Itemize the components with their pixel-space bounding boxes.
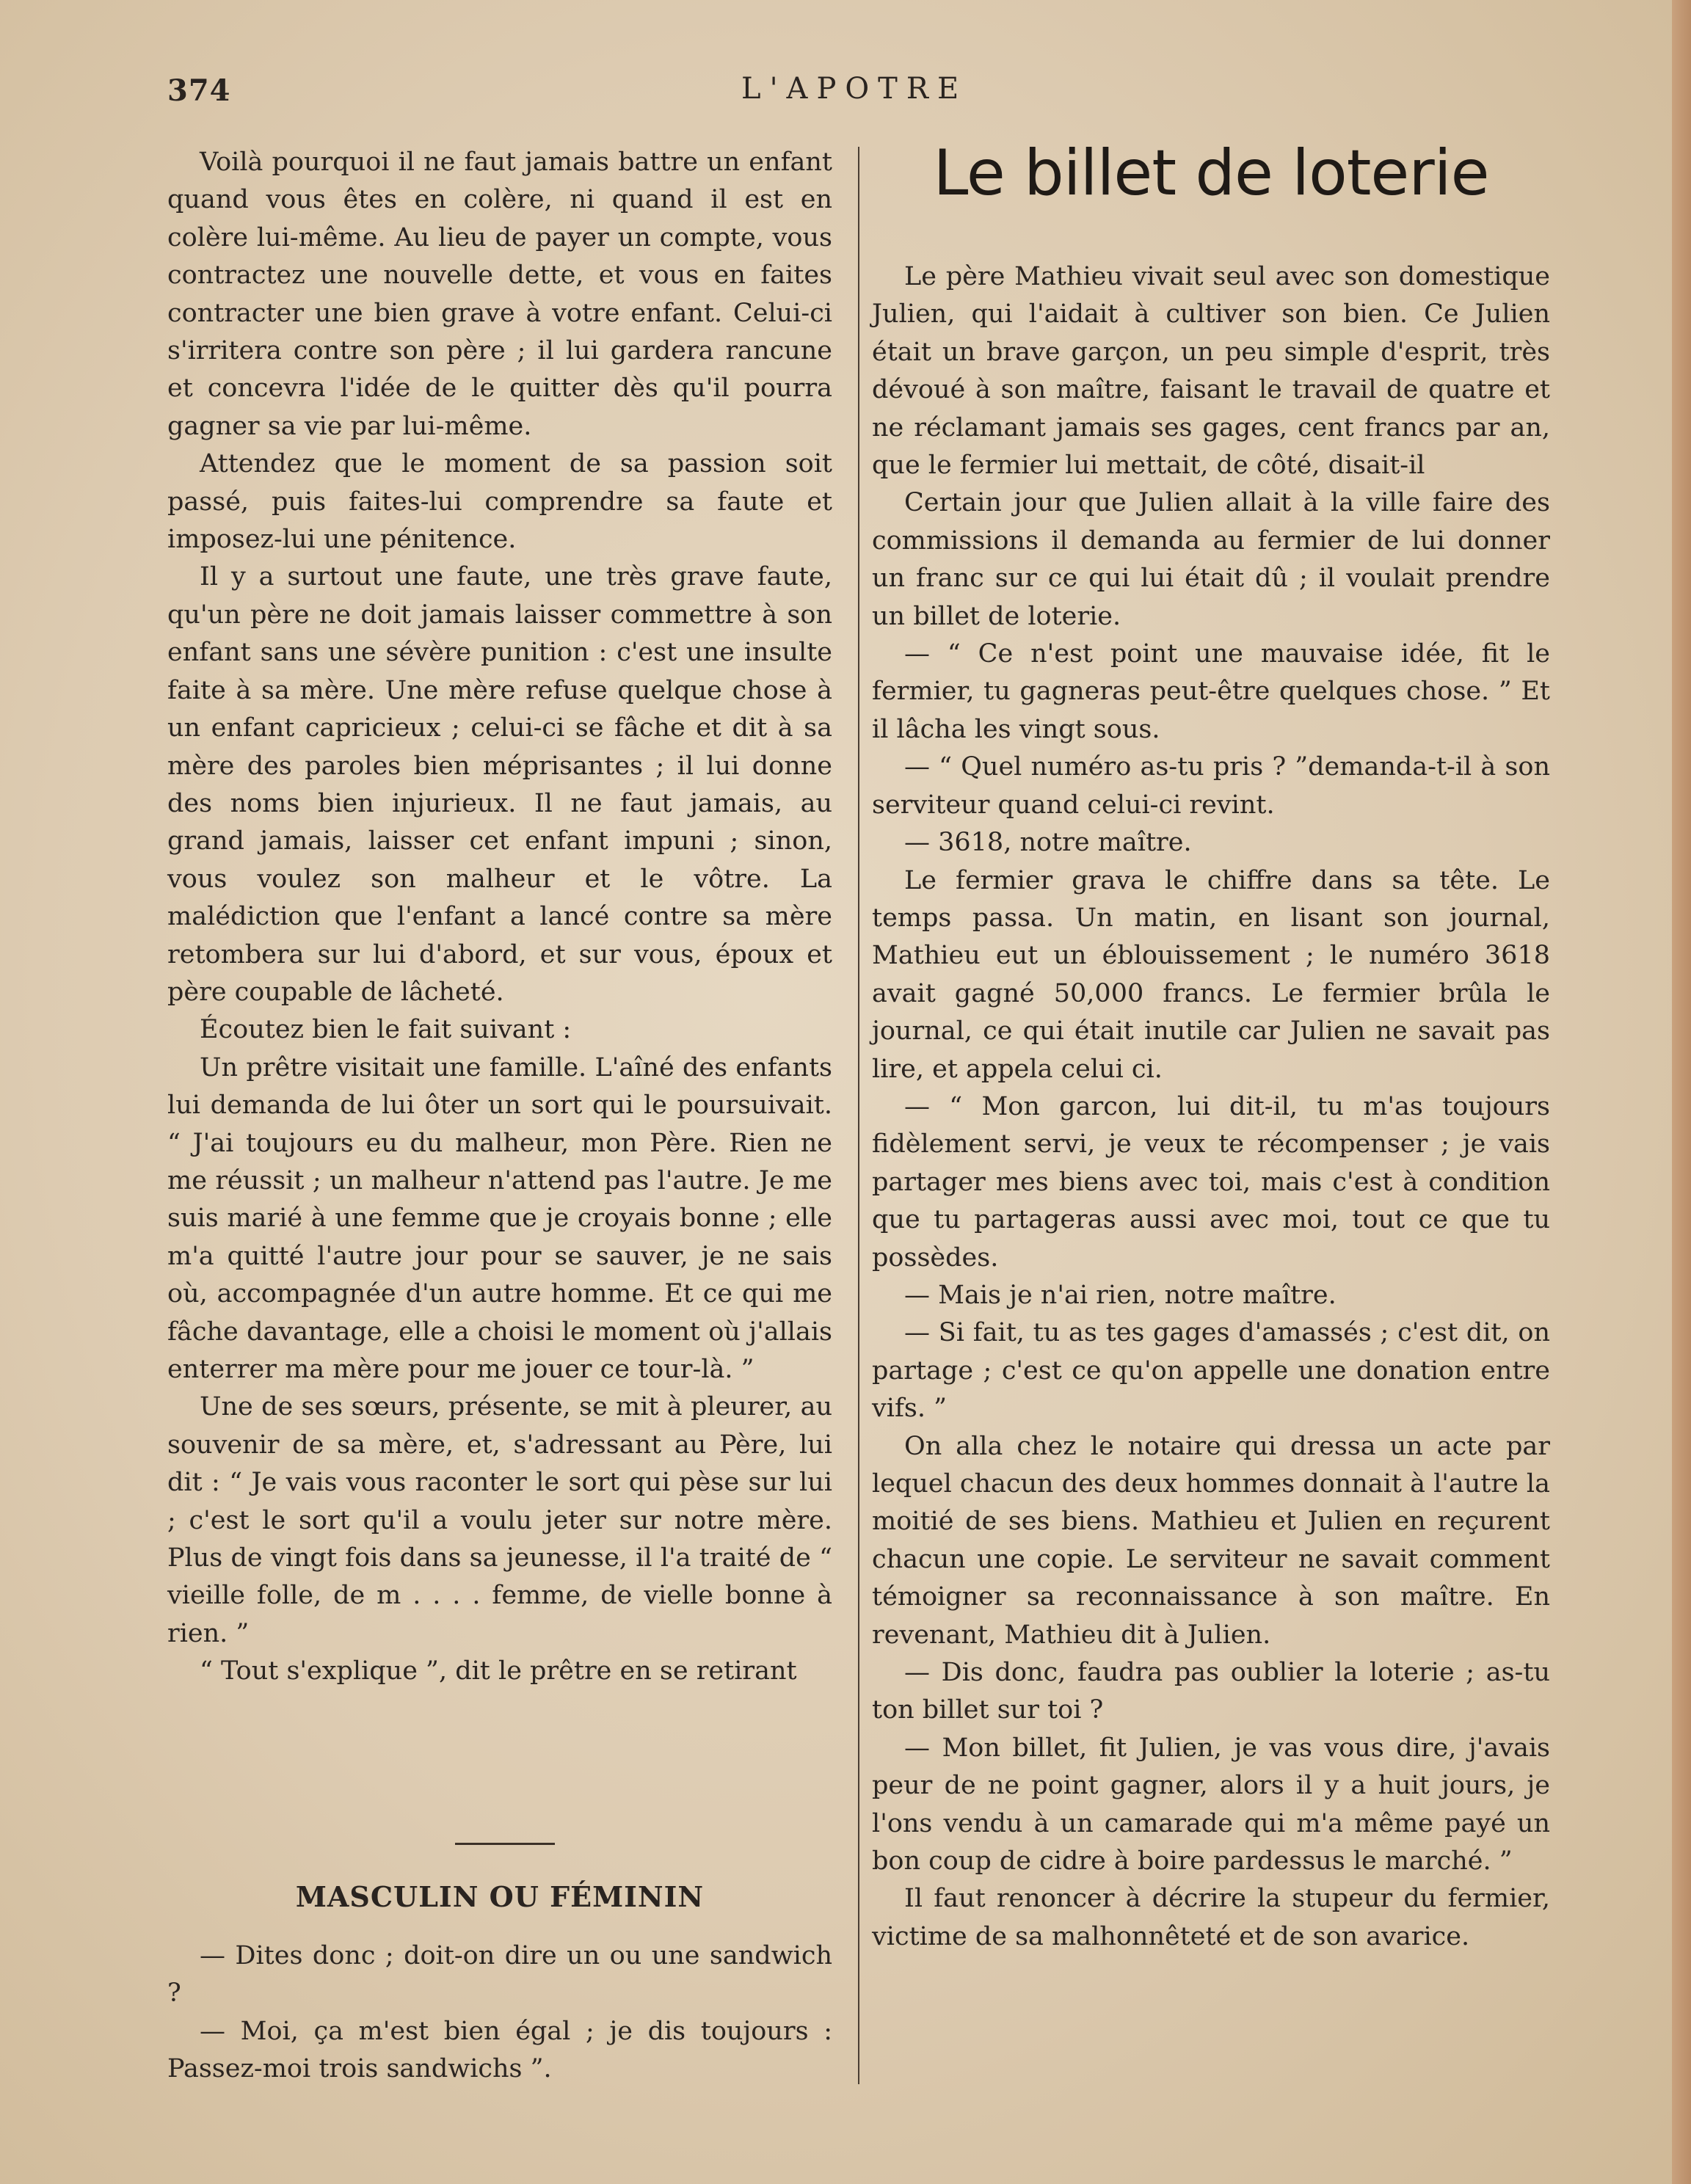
left-paragraph: Attendez que le moment de sa passion soit passé, puis faites-lui comprendre sa faute et imposez-lui une pénitence.	[167, 449, 832, 555]
left-paragraph: Voilà pourquoi il ne faut jamais battre un enfant quand vous êtes en colère, ni quand il est en colère lui-même. Au lieu de payer un compte, vous contractez une nouvelle dette, et vous en faites contracter une bien grave à votre enfant. Celui-ci s'irritera contre son père ; il lui gardera rancune et concevra l'idée de le quitter dès qu'il pourra gagner sa vie par lui-même.	[167, 148, 832, 441]
article-paragraph: On alla chez le notaire qui dressa un acte par lequel chacun des deux hommes donnait à l'autre la moitié de ses biens. Mathieu et Julien en reçurent chacun une copie. Le serviteur ne savait comment témoigner sa reconnaissance à son maître. En revenant, Mathieu dit à Julien.	[872, 1431, 1550, 1650]
article-paragraph: — 3618, notre maître.	[904, 828, 1192, 858]
right-column	[872, 258, 1550, 1956]
article-title: Le billet de loterie	[933, 136, 1489, 210]
column-divider	[858, 147, 859, 2084]
left-column	[167, 144, 832, 1691]
section-paragraph: — Moi, ça m'est bien égal ; je dis toujours : Passez-moi trois sandwichs ”.	[167, 2016, 832, 2084]
left-paragraph: Une de ses sœurs, présente, se mit à pleurer, au souvenir de sa mère, et, s'adressant au Père, lui dit : “ Je vais vous raconter le sort qui pèse sur lui ; c'est le sort qu'il a voulu jeter sur notre mère. Plus de vingt fois dans sa jeunesse, il l'a traité de “ vieille folle, de m . . . . femme, de vielle bonne à rien. ”	[167, 1392, 832, 1648]
article-paragraph: Il faut renoncer à décrire la stupeur du fermier, victime de sa malhonnêteté et de son avarice.	[872, 1884, 1550, 1951]
article-paragraph: Certain jour que Julien allait à la ville faire des commissions il demanda au fermier de lui donner un franc sur ce qui lui était dû ; il voulait prendre un billet de loterie.	[872, 488, 1550, 631]
article-paragraph: — Mon billet, fit Julien, je vas vous dire, j'avais peur de ne point gagner, alors il y a huit jours, je l'ons vendu à un camarade qui m'a même payé un bon coup de cidre à boire pardessus le marché. ”	[872, 1733, 1550, 1877]
article-paragraph: — Dis donc, faudra pas oublier la loterie ; as-tu ton billet sur toi ?	[872, 1658, 1550, 1725]
section-body	[167, 1937, 832, 2089]
page-edge	[1672, 0, 1691, 2184]
article-paragraph: — “ Ce n'est point une mauvaise idée, fit le fermier, tu gagneras peut-être quelques chose. ” Et il lâcha les vingt sous.	[872, 639, 1550, 744]
article-paragraph: — Mais je n'ai rien, notre maître.	[904, 1280, 1337, 1310]
section-paragraph: — Dites donc ; doit-on dire un ou une sandwich ?	[167, 1941, 832, 2009]
article-paragraph: Le père Mathieu vivait seul avec son domestique Julien, qui l'aidait à cultiver son bien. Ce Julien était un brave garçon, un peu simple d'esprit, très dévoué à son maître, faisant le travail de quatre et ne réclamant jamais ses gages, cent francs par an, que le fermier lui mettait, de côté, disait-il	[872, 262, 1550, 481]
left-paragraph: “ Tout s'explique ”, dit le prêtre en se retirant	[200, 1656, 797, 1686]
article-paragraph: — “ Quel numéro as-tu pris ? ”demanda-t-il à son serviteur quand celui-ci revint.	[872, 752, 1550, 820]
left-paragraph: Un prêtre visitait une famille. L'aîné des enfants lui demanda de lui ôter un sort qui le poursuivait. “ J'ai toujours eu du malheur, mon Père. Rien ne me réussit ; un malheur n'attend pas l'autre. Je me suis marié à une femme que je croyais bonne ; elle m'a quitté l'autre jour pour se sauver, je ne sais où, accompagnée d'un autre homme. Et ce qui me fâche davantage, elle a choisi le moment où j'allais enterrer ma mère pour me jouer ce tour-là. ”	[167, 1052, 832, 1384]
left-paragraph: Il y a surtout une faute, une très grave faute, qu'un père ne doit jamais laisser commettre à son enfant sans une sévère punition : c'est une insulte faite à sa mère. Une mère refuse quelque chose à un enfant capricieux ; celui-ci se fâche et dit à sa mère des paroles bien méprisantes ; il lui donne des noms bien injurieux. Il ne faut jamais, au grand jamais, laisser cet enfant impuni ; sinon, vous voulez son malheur et le vôtre. La malédiction que l'enfant a lancé contre sa mère retombera sur lui d'abord, et sur vous, époux et père coupable de lâcheté.	[167, 562, 832, 1007]
article-paragraph: Le fermier grava le chiffre dans sa tête. Le temps passa. Un matin, en lisant son journal, Mathieu eut un éblouissement ; le numéro 3618 avait gagné 50,000 francs. Le fermier brûla le journal, ce qui était inutile car Julien ne savait pas lire, et appela celui ci.	[872, 865, 1550, 1084]
section-title: MASCULIN OU FÉMININ	[295, 1880, 705, 1913]
page-number: 374	[167, 73, 231, 108]
article-paragraph: — Si fait, tu as tes gages d'amassés ; c'est dit, on partage ; c'est ce qu'on appelle une donation entre vifs. ”	[872, 1318, 1550, 1424]
section-separator	[455, 1843, 555, 1845]
left-paragraph: Écoutez bien le fait suivant :	[200, 1015, 572, 1045]
running-title: L'APOTRE	[741, 72, 968, 106]
article-paragraph: — “ Mon garcon, lui dit-il, tu m'as toujours fidèlement servi, je veux te récompenser ; je vais partager mes biens avec toi, mais c'est à condition que tu partageras aussi avec moi, tout ce que tu possèdes.	[872, 1091, 1550, 1273]
